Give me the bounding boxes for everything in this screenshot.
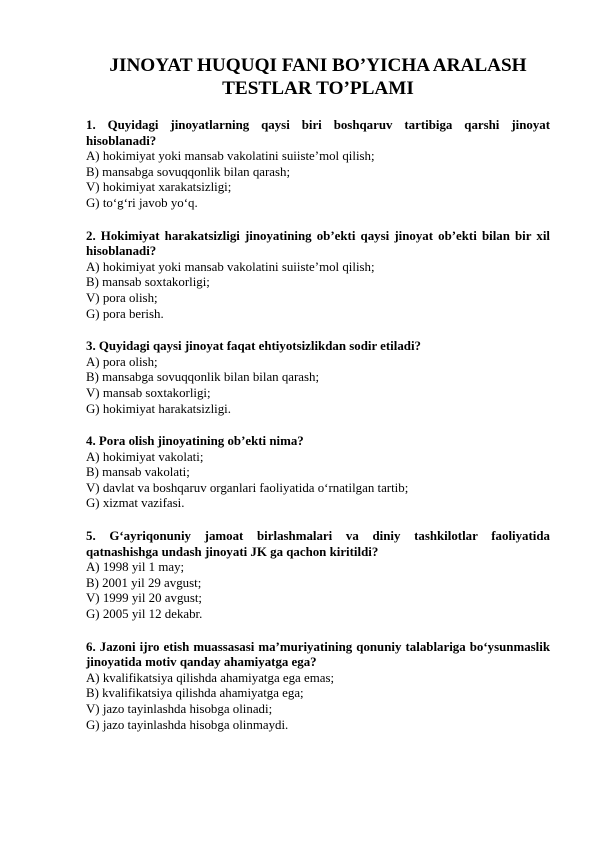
question-2 (86, 229, 550, 323)
question-text: 4. Pora olish jinoyatining ob’ekti nima? (86, 434, 304, 449)
document-page (86, 54, 550, 750)
question-6 (86, 640, 550, 734)
answer-option-a: A) kvalifikatsiya qilishda ahamiyatga ega emas; (86, 670, 335, 685)
question-text: 6. Jazoni ijro etish muassasasi ma’muriyatining qonuniy talablariga bo‘ysunmaslik jinoyatida motiv qanday ahamiyatga ega? (86, 639, 550, 670)
answer-option-a: A) 1998 yil 1 may; (86, 560, 185, 575)
question-text: 5. G‘ayriqonuniy jamoat birlashmalari va diniy tashkilotlar faoliyatida qatnashishga undash jinoyati JK ga qachon kiritildi? (86, 529, 550, 559)
answer-option-g: G) jazo tayinlashda hisobga olinmaydi. (86, 717, 289, 732)
answer-option-v: V) mansab soxtakorligi; (86, 385, 211, 400)
answer-option-b: B) kvalifikatsiya qilishda ahamiyatga ega; (86, 686, 304, 701)
answer-option-a: A) hokimiyat vakolati; (86, 449, 204, 464)
answer-option-v: V) hokimiyat xarakatsizligi; (86, 180, 232, 195)
answer-option-a: A) hokimiyat yoki mansab vakolatini suiiste’mol qilish; (86, 259, 375, 274)
answer-option-b: B) 2001 yil 29 avgust; (86, 575, 202, 590)
question-5 (86, 529, 550, 623)
answer-option-a: A) hokimiyat yoki mansab vakolatini suiiste’mol qilish; (86, 149, 375, 164)
answer-option-g: G) xizmat vazifasi. (86, 496, 185, 511)
answer-option-b: B) mansab soxtakorligi; (86, 275, 210, 290)
answer-option-v: V) davlat va boshqaruv organlari faoliyatida o‘rnatilgan tartib; (86, 480, 409, 495)
answer-option-v: V) 1999 yil 20 avgust; (86, 591, 203, 606)
question-text: 3. Quyidagi qaysi jinoyat faqat ehtiyotsizlikdan sodir etiladi? (86, 339, 421, 354)
answer-option-g: G) pora berish. (86, 306, 164, 321)
answer-option-a: A) pora olish; (86, 354, 158, 369)
answer-option-g: G) 2005 yil 12 dekabr. (86, 607, 203, 622)
question-3 (86, 339, 550, 417)
answer-option-v: V) jazo tayinlashda hisobga olinadi; (86, 702, 273, 716)
answer-option-v: V) pora olish; (86, 290, 158, 305)
answer-option-b: B) mansabga sovuqqonlik bilan qarash; (86, 164, 291, 179)
question-1 (86, 118, 550, 212)
question-text: 2. Hokimiyat harakatsizligi jinoyatining ob’ekti qaysi jinoyat ob’ekti bilan bir xil hisoblanadi? (86, 228, 550, 259)
document-title: JINOYAT HUQUQI FANI BO’YICHA ARALASH TESTLAR TO’PLAMI (109, 55, 527, 99)
question-4 (86, 434, 550, 512)
answer-option-b: B) mansab vakolati; (86, 465, 190, 480)
answer-option-b: B) mansabga sovuqqonlik bilan bilan qarash; (86, 370, 320, 385)
answer-option-g: G) to‘g‘ri javob yo‘q. (86, 195, 198, 210)
answer-option-g: G) hokimiyat harakatsizligi. (86, 401, 231, 416)
question-text: 1. Quyidagi jinoyatlarning qaysi biri boshqaruv tartibiga qarshi jinoyat hisoblanadi? (86, 118, 550, 148)
